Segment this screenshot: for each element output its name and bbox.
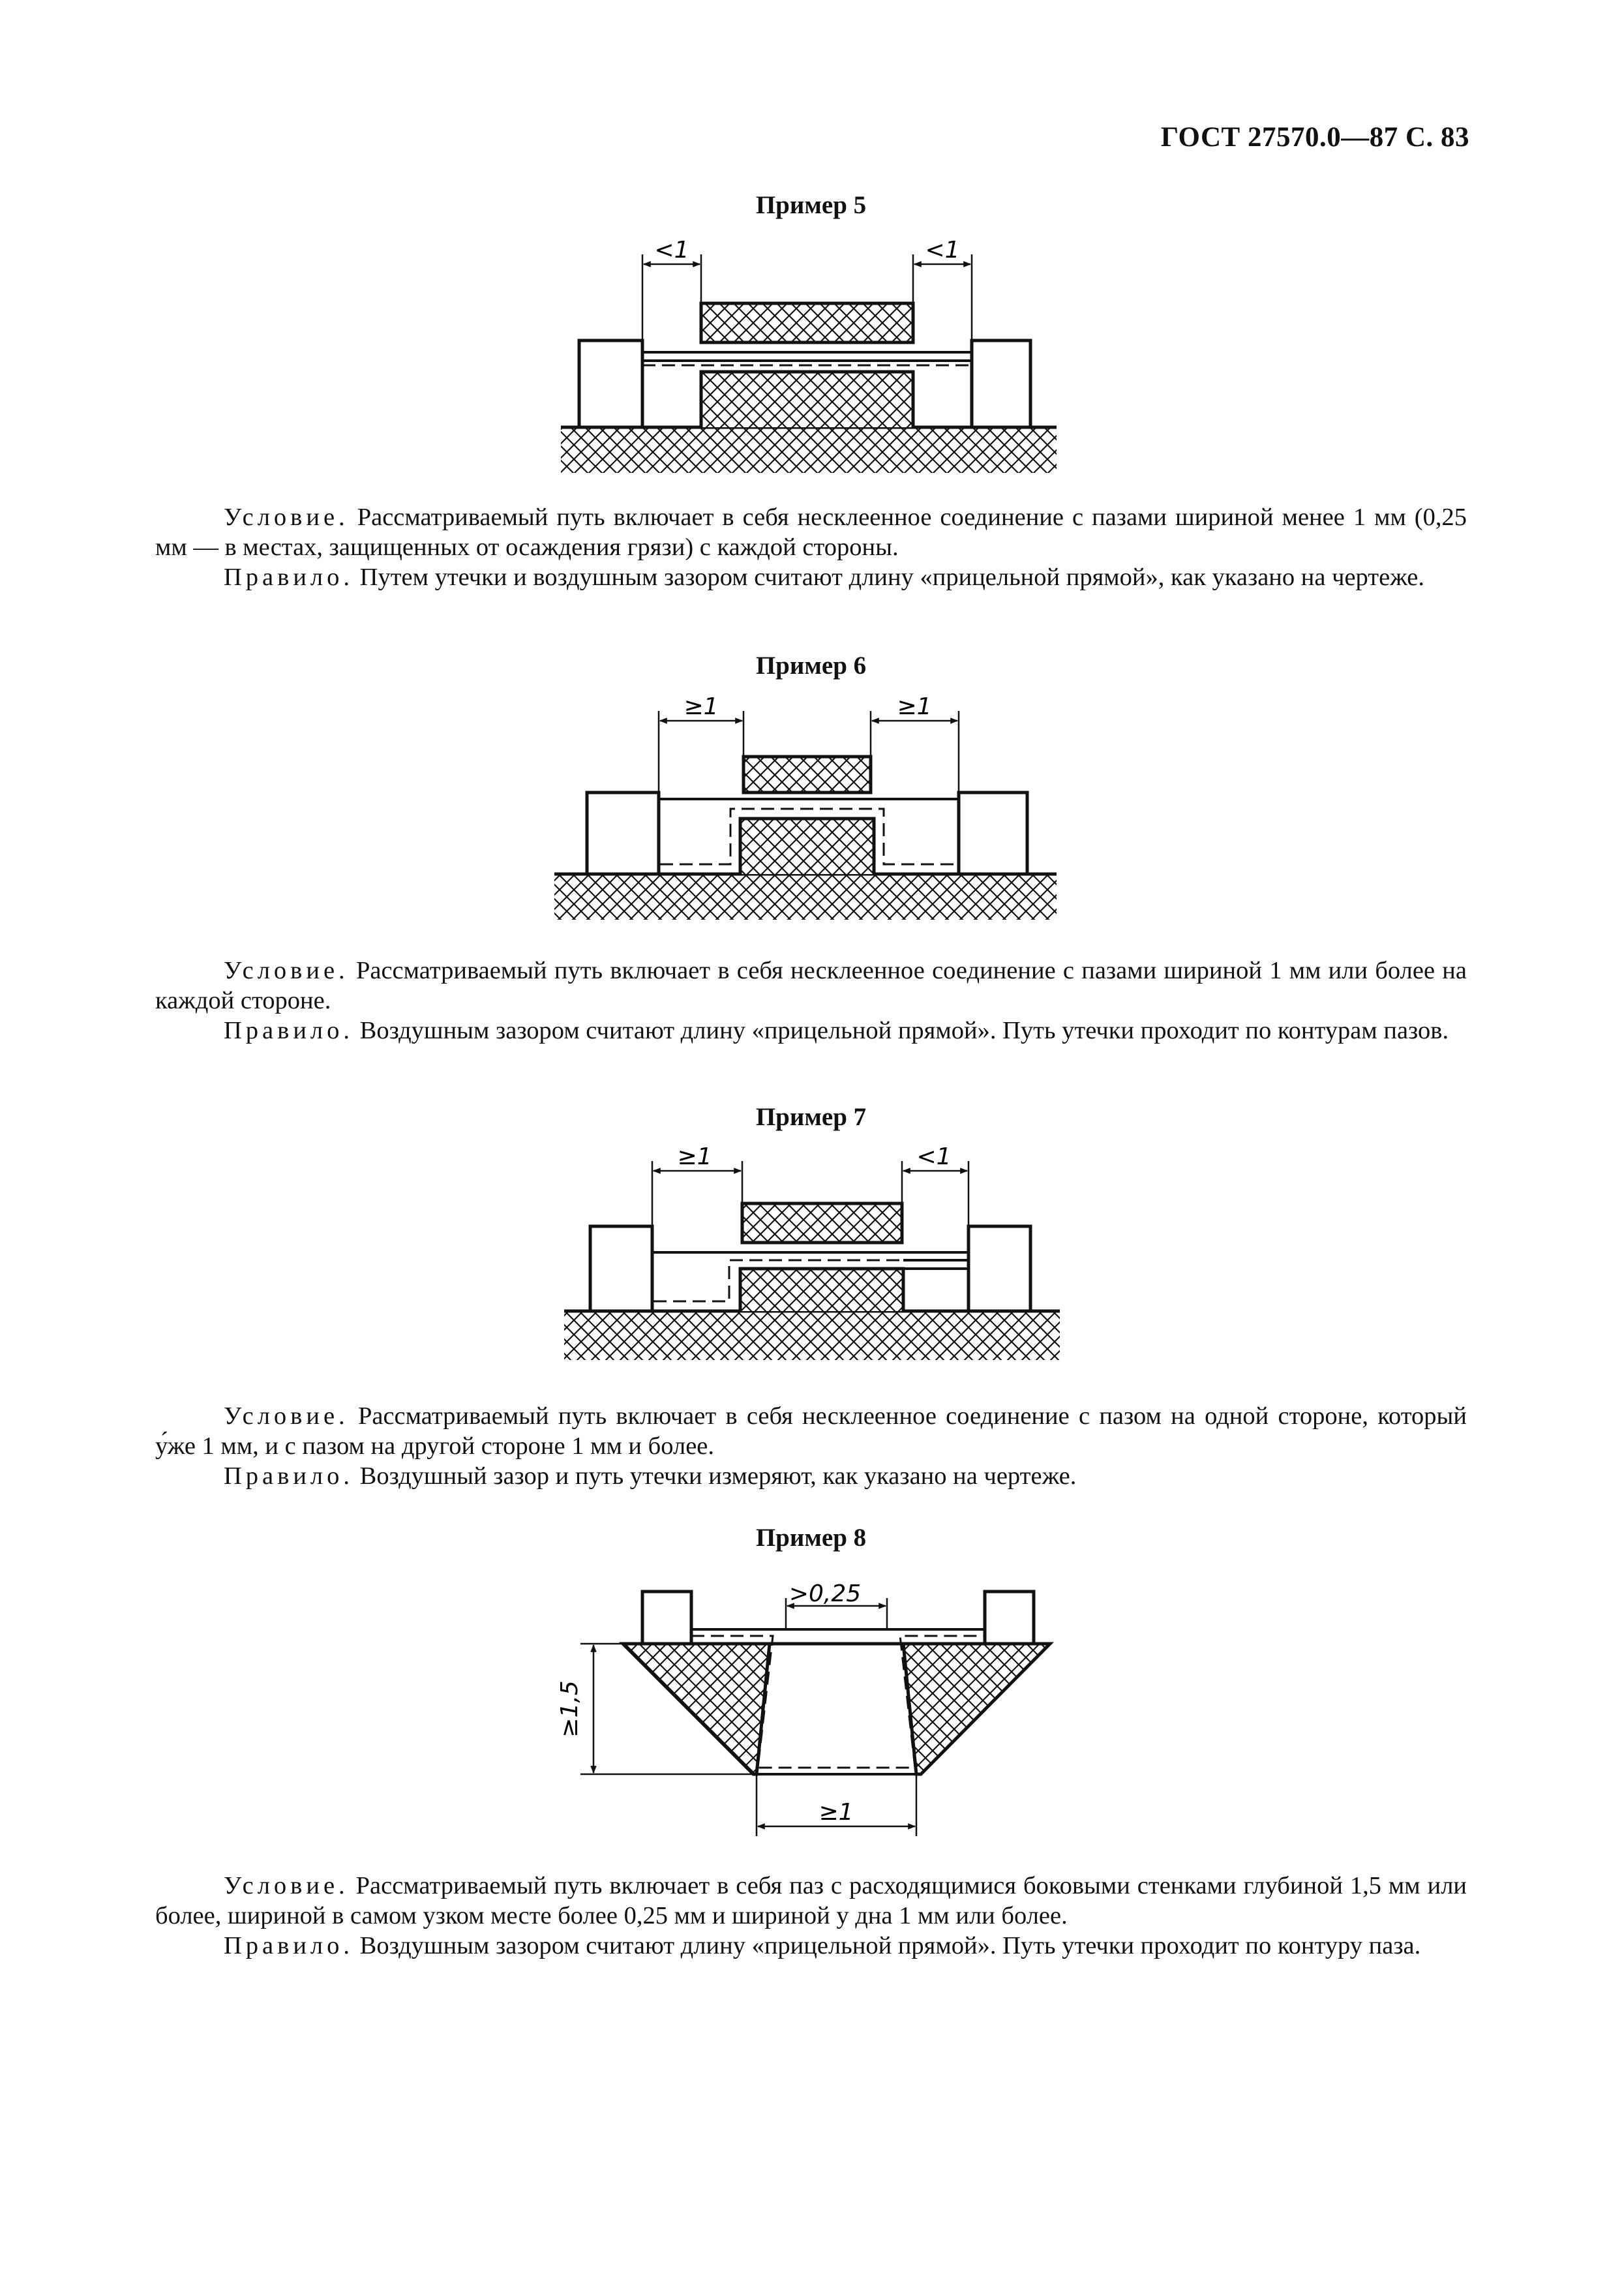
lower-insulation-block bbox=[740, 819, 874, 874]
dim-label: ≥1 bbox=[683, 693, 719, 720]
rule-label: Правило. bbox=[224, 1932, 354, 1959]
right-wedge-insulation bbox=[903, 1644, 1050, 1774]
left-conductor bbox=[587, 793, 659, 874]
example-title: Пример 8 bbox=[755, 1524, 867, 1552]
condition-text: Рассматриваемый путь включает в себя паз с расходящимися боковыми стенками глубиной 1,5 мм или более, шириной в самом узком месте более 0,25 мм и шириной у дна 1 мм или более. bbox=[155, 1872, 1467, 1929]
rule-label: Правило. bbox=[224, 564, 354, 591]
figure-example-6 bbox=[554, 693, 1057, 920]
ground-hatch bbox=[554, 874, 1057, 920]
figure-example-7 bbox=[564, 1143, 1060, 1360]
example-text bbox=[155, 502, 1467, 592]
example-title: Пример 6 bbox=[755, 652, 867, 680]
example-text bbox=[155, 956, 1467, 1046]
condition-label: Условие. bbox=[224, 957, 349, 984]
condition-text: Рассматриваемый путь включает в себя несклеенное соединение с пазами шириной 1 мм или более на каждой стороне. bbox=[155, 957, 1467, 1014]
dim-label: ≥1,5 bbox=[556, 1680, 583, 1738]
left-wedge-insulation bbox=[623, 1644, 770, 1774]
upper-insulation-block bbox=[742, 1203, 902, 1243]
ground-hatch bbox=[564, 1311, 1060, 1360]
right-conductor bbox=[969, 1226, 1030, 1311]
upper-insulation-block bbox=[701, 303, 913, 342]
rule-text: Воздушным зазором считают длину «прицельной прямой». Путь утечки проходит по контурам пазов. bbox=[359, 1017, 1449, 1044]
upper-insulation-block bbox=[743, 757, 871, 793]
right-conductor bbox=[959, 793, 1027, 874]
left-conductor bbox=[579, 340, 642, 427]
right-conductor bbox=[972, 340, 1030, 427]
condition-label: Условие. bbox=[224, 1402, 349, 1430]
left-conductor bbox=[590, 1226, 652, 1311]
dim-label: ≥1 bbox=[897, 693, 932, 720]
right-conductor bbox=[985, 1592, 1034, 1644]
condition-text: Рассматриваемый путь включает в себя несклеенное соединение с пазами шириной менее 1 мм (0,25 мм — в местах, защищенных от осаждения грязи) с каждой стороны. bbox=[155, 504, 1467, 561]
dim-label: <1 bbox=[916, 1143, 952, 1170]
dim-label: <1 bbox=[925, 237, 960, 264]
condition-text: Рассматриваемый путь включает в себя несклеенное соединение с пазом на одной стороне, который у́же 1 мм, и с пазом на другой стороне 1 мм и более. bbox=[155, 1402, 1467, 1460]
rule-text: Путем утечки и воздушным зазором считают длину «прицельной прямой», как указано на чертеже. bbox=[359, 564, 1425, 591]
example-title: Пример 7 bbox=[755, 1103, 867, 1131]
lower-insulation-block bbox=[740, 1269, 903, 1311]
dim-label: <1 bbox=[654, 237, 689, 264]
dim-label: ≥1 bbox=[677, 1143, 712, 1170]
dim-label: >0,25 bbox=[788, 1580, 862, 1607]
figure-example-5 bbox=[561, 237, 1057, 473]
lower-insulation-block bbox=[701, 372, 913, 427]
condition-label: Условие. bbox=[224, 504, 349, 531]
rule-text: Воздушный зазор и путь утечки измеряют, как указано на чертеже. bbox=[359, 1462, 1077, 1490]
figure-example-8 bbox=[556, 1580, 1050, 1836]
rule-text: Воздушным зазором считают длину «прицельной прямой». Путь утечки проходит по контуру паза. bbox=[359, 1932, 1421, 1959]
ground-hatch bbox=[561, 427, 1057, 473]
example-text bbox=[155, 1871, 1467, 1961]
page-header: ГОСТ 27570.0—87 С. 83 bbox=[1160, 122, 1469, 153]
example-text bbox=[155, 1401, 1467, 1491]
rule-label: Правило. bbox=[224, 1462, 354, 1490]
left-conductor bbox=[642, 1592, 691, 1644]
dim-label: ≥1 bbox=[819, 1799, 854, 1826]
rule-label: Правило. bbox=[224, 1017, 354, 1044]
condition-label: Условие. bbox=[224, 1872, 349, 1899]
example-title: Пример 5 bbox=[755, 191, 867, 219]
